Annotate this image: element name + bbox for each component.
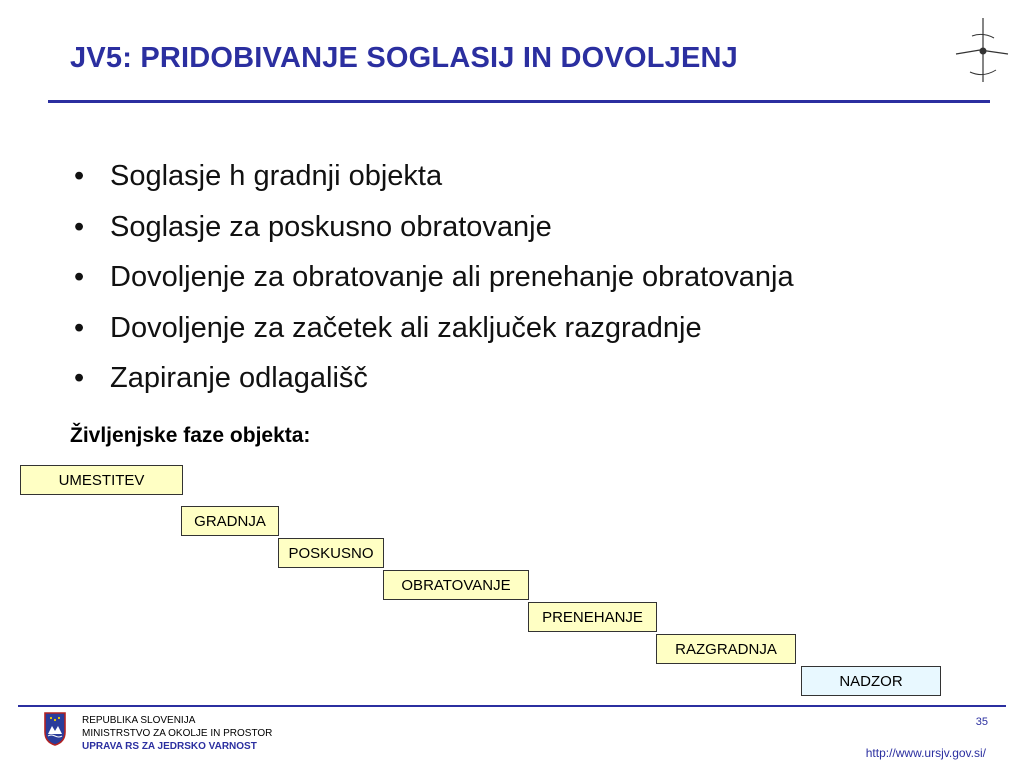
- bullet-text: Dovoljenje za začetek ali zaključek razgradnje: [110, 311, 702, 344]
- phase-nadzor: NADZOR: [801, 666, 941, 696]
- title-divider: [48, 100, 990, 103]
- lifecycle-heading: Življenjske faze objekta:: [70, 424, 311, 447]
- bullet-item: [74, 261, 794, 312]
- bullet-glyph: •: [74, 210, 85, 243]
- bullet-list: [74, 160, 794, 413]
- bullet-item: [74, 312, 794, 363]
- bullet-glyph: •: [74, 311, 85, 344]
- footer-line-agency: UPRAVA RS ZA JEDRSKO VARNOST: [82, 741, 257, 752]
- footer-divider: [18, 705, 1006, 707]
- slide-title: JV5: PRIDOBIVANJE SOGLASIJ IN DOVOLJENJ: [70, 42, 738, 74]
- footer-line-ministry: MINISTRSTVO ZA OKOLJE IN PROSTOR: [82, 728, 273, 739]
- bullet-glyph: •: [74, 261, 85, 293]
- phase-umestitev: UMESTITEV: [20, 465, 183, 495]
- phase-razgradnja: RAZGRADNJA: [656, 634, 796, 664]
- bullet-glyph: •: [74, 160, 85, 192]
- atom-logo-icon: [950, 16, 1010, 86]
- bullet-item: [74, 160, 794, 211]
- bullet-text: Soglasje za poskusno obratovanje: [110, 210, 552, 243]
- footer-line-republic: REPUBLIKA SLOVENIJA: [82, 715, 196, 726]
- slovenia-coat-of-arms-icon: [44, 712, 66, 746]
- phase-prenehanje: PRENEHANJE: [528, 602, 657, 632]
- bullet-text: Soglasje h gradnji objekta: [110, 160, 443, 192]
- footer-organization: [82, 714, 272, 753]
- bullet-text: Zapiranje odlagališč: [110, 362, 368, 394]
- page-number: 35: [975, 716, 988, 728]
- phase-poskusno: POSKUSNO: [278, 538, 384, 568]
- bullet-glyph: •: [74, 362, 85, 394]
- bullet-item: [74, 211, 794, 262]
- phase-gradnja: GRADNJA: [181, 506, 279, 536]
- bullet-text: Dovoljenje za obratovanje ali prenehanje obratovanja: [110, 261, 794, 293]
- footer-url-link[interactable]: http://www.ursjv.gov.si/: [865, 746, 986, 760]
- bullet-item: [74, 362, 794, 413]
- phase-obratovanje: OBRATOVANJE: [383, 570, 529, 600]
